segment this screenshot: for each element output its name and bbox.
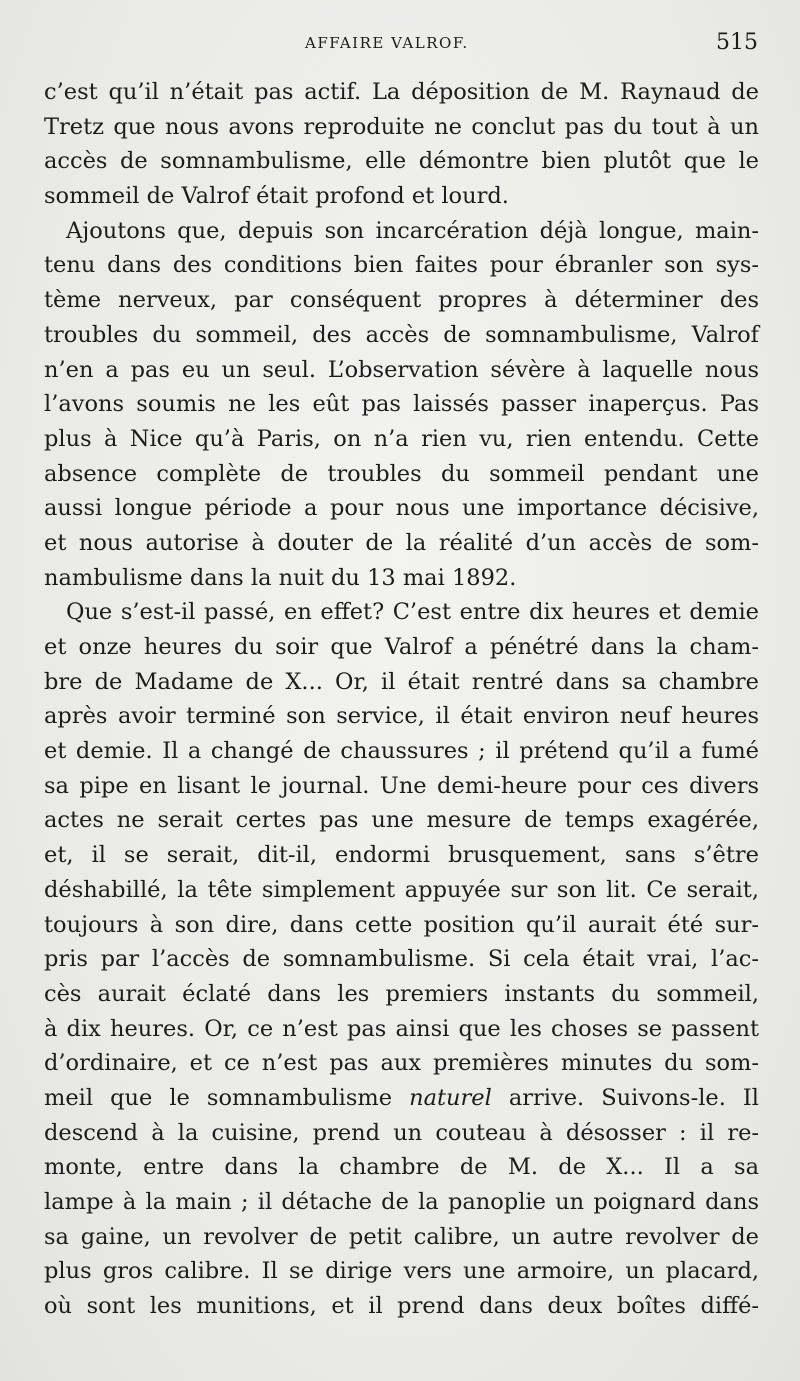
text-line: aussi longue période a pour nous une importance décisive, [44, 495, 759, 522]
text-line: Ajoutons que, depuis son incarcération déjà longue, main- [66, 217, 759, 244]
text-line: actes ne serait certes pas une mesure de temps exagérée, [44, 807, 759, 834]
text-line: plus à Nice qu’à Paris, on n’a rien vu, rien entendu. Cette [44, 425, 759, 452]
text-line: lampe à la main ; il détache de la panoplie un poignard dans [44, 1189, 759, 1215]
emphasis: naturel [409, 1084, 492, 1111]
text-line: tenu dans des conditions bien faites pour ébranler son sys- [44, 252, 759, 279]
text-line: et demie. Il a changé de chaussures ; il prétend qu’il a fumé [44, 738, 759, 765]
text-line: plus gros calibre. Il se dirige vers une armoire, un placard, [44, 1258, 759, 1285]
running-title: AFFAIRE VALROF. [305, 34, 469, 52]
text-line: descend à la cuisine, prend un couteau à désosser : il re- [44, 1119, 759, 1146]
text-line: sa pipe en lisant le journal. Une demi-heure pour ces divers [44, 772, 759, 799]
text-line: après avoir terminé son service, il était environ neuf heures [44, 703, 759, 730]
text-line: déshabillé, la tête simplement appuyée sur son lit. Ce serait, [44, 876, 759, 903]
text-line: troubles du sommeil, des accès de somnambulisme, Valrof [44, 321, 759, 348]
text-line: Que s’est-il passé, en effet? C’est entre dix heures et demie [66, 599, 759, 626]
text-line: accès de somnambulisme, elle démontre bien plutôt que le [44, 148, 759, 175]
page-number: 515 [716, 30, 758, 55]
text-line: tème nerveux, par conséquent propres à déterminer des [44, 287, 759, 314]
text-line: où sont les munitions, et il prend dans deux boîtes diffé- [44, 1293, 759, 1320]
text-line: toujours à son dire, dans cette position qu’il aurait été sur- [44, 911, 759, 938]
text-line: bre de Madame de X... Or, il était rentré dans sa chambre [44, 668, 759, 695]
text-line: Tretz que nous avons reproduite ne conclut pas du tout à un [44, 113, 759, 140]
text-line: meil que le somnambulisme naturel arrive. Suivons-le. Il [44, 1084, 759, 1111]
text-line: n’en a pas eu un seul. L’observation sévère à laquelle nous [44, 356, 759, 383]
running-head [0, 30, 800, 60]
text-line: c’est qu’il n’était pas actif. La déposition de M. Raynaud de [44, 79, 759, 105]
text-line: monte, entre dans la chambre de M. de X... Il a sa [44, 1154, 759, 1181]
text-line: sa gaine, un revolver de petit calibre, un autre revolver de [44, 1223, 759, 1250]
body-text [44, 75, 759, 1324]
text-line: l’avons soumis ne les eût pas laissés passer inaperçus. Pas [44, 391, 759, 418]
text-line: et nous autorise à douter de la réalité d’un accès de som- [44, 529, 759, 556]
text-line: nambulisme dans la nuit du 13 mai 1892. [44, 564, 517, 591]
text-line: et onze heures du soir que Valrof a pénétré dans la cham- [44, 634, 759, 660]
text-line: sommeil de Valrof était profond et lourd. [44, 183, 509, 210]
text-line: et, il se serait, dit-il, endormi brusquement, sans s’être [44, 842, 759, 869]
text-line: d’ordinaire, et ce n’est pas aux premières minutes du som- [44, 1050, 759, 1077]
text-line: pris par l’accès de somnambulisme. Si cela était vrai, l’ac- [44, 946, 759, 973]
text-line: cès aurait éclaté dans les premiers instants du sommeil, [44, 980, 759, 1007]
text-line: à dix heures. Or, ce n’est pas ainsi que les choses se passent [44, 1015, 759, 1042]
text-line: absence complète de troubles du sommeil pendant une [44, 460, 759, 487]
